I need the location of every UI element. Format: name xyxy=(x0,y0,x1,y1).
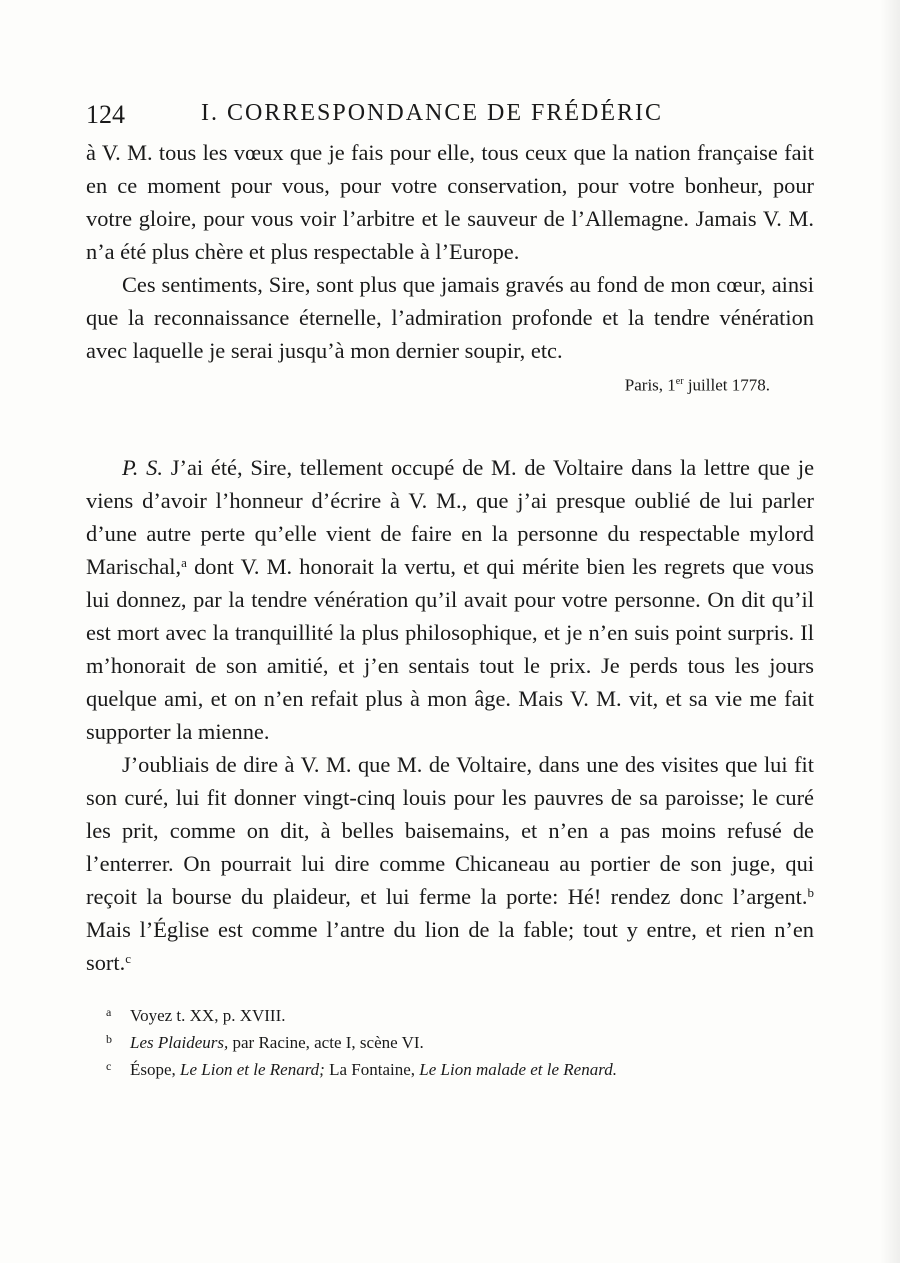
postscript-text-1a: J’ai été, Sire, tellement occupé de M. de Voltaire dans la lettre que je viens d’avoir l’honneur d’écrire à V. M., que j’ai presque oublié de lui parler d’une autre perte qu’elle vient de faire en la personne du respectable mylord Marischal, xyxy=(86,454,815,579)
dateline xyxy=(86,369,814,399)
footnote-c-title-2: Le Lion malade et le Renard. xyxy=(419,1059,617,1079)
letter-paragraph-2: Ces sentiments, Sire, sont plus que jamais gravés au fond de mon cœur, ainsi que la reconnaissance éternelle, l’admiration profonde et la tendre vénération avec laquelle je serai jusqu’à mon dernier soupir, etc. xyxy=(86,272,814,363)
footnote-text-c1: Ésope, xyxy=(130,1059,181,1079)
footnote-mark-b: b xyxy=(106,1031,112,1046)
footnote-mark-c: c xyxy=(106,1058,112,1073)
footnote-text-b: par Racine, acte I, scène VI. xyxy=(228,1032,424,1052)
footnote-ref-b: b xyxy=(807,884,814,900)
postscript-paragraph-1 xyxy=(86,451,814,748)
footnotes xyxy=(86,1003,814,1084)
page xyxy=(86,96,814,1084)
footnote-mark-a: a xyxy=(106,1004,112,1019)
postscript-text-1b: dont V. M. honorait la vertu, et qui mérite bien les regrets que vous lui donnez, par la tendre vénération qu’il avait pour votre personne. On dit qu’il est mort avec la tranquillité la plus philosophique, et je n’en suis point surpris. Il m’honorait de son amitié, et j’en sentais tout le prix. Je perds tous les jours quelque ami, et on n’en refait plus à mon âge. Mais V. M. vit, et sa vie me fait supporter la mienne. xyxy=(86,553,814,744)
letter-paragraph-1: à V. M. tous les vœux que je fais pour elle, tous ceux que la nation française fait en ce moment pour vous, pour votre conservation, pour votre bonheur, pour votre gloire, pour vous voir l’arbitre et le sauveur de l’Allemagne. Jamais V. M. n’a été plus chère et plus respectable à l’Europe. xyxy=(86,140,814,264)
postscript-text-2b: Mais l’Église est comme l’antre du lion de la fable; tout y entre, et rien n’en sort. xyxy=(86,916,814,975)
footnote-c xyxy=(106,1057,814,1084)
page-header xyxy=(86,96,814,136)
postscript-text-2a: J’oubliais de dire à V. M. que M. de Voltaire, dans une des visites que lui fit son curé, lui fit donner vingt-cinq louis pour les pauvres de sa paroisse; le curé les prit, comme on dit, à belles baisemains, et n’en a pas moins refusé de l’enterrer. On pourrait lui dire comme Chicaneau au portier de son juge, qui reçoit la bourse du plaideur, et lui ferme la porte: Hé! rendez donc l’argent. xyxy=(86,751,814,909)
running-title: I. CORRESPONDANCE DE FRÉDÉRIC xyxy=(201,100,664,126)
footnote-ref-c: c xyxy=(125,950,131,966)
footnote-b-title: Les Plaideurs, xyxy=(130,1032,229,1052)
dateline-place: Paris, 1 xyxy=(624,375,676,395)
page-number: 124 xyxy=(86,100,125,129)
footnote-a xyxy=(106,1003,814,1030)
postscript-paragraph-2 xyxy=(86,748,814,979)
footnote-text-a: Voyez t. XX, p. XVIII. xyxy=(130,1005,286,1025)
dateline-sup: er xyxy=(675,376,684,387)
footnote-text-c2: La Fontaine, xyxy=(324,1059,420,1079)
postscript-label: P. S. xyxy=(122,454,163,480)
footnote-b xyxy=(106,1030,814,1057)
footnote-ref-a: a xyxy=(181,554,187,570)
dateline-date: juillet 1778. xyxy=(683,375,770,395)
footnote-c-title-1: Le Lion et le Renard; xyxy=(180,1059,325,1079)
page-edge-shadow xyxy=(880,0,900,1263)
